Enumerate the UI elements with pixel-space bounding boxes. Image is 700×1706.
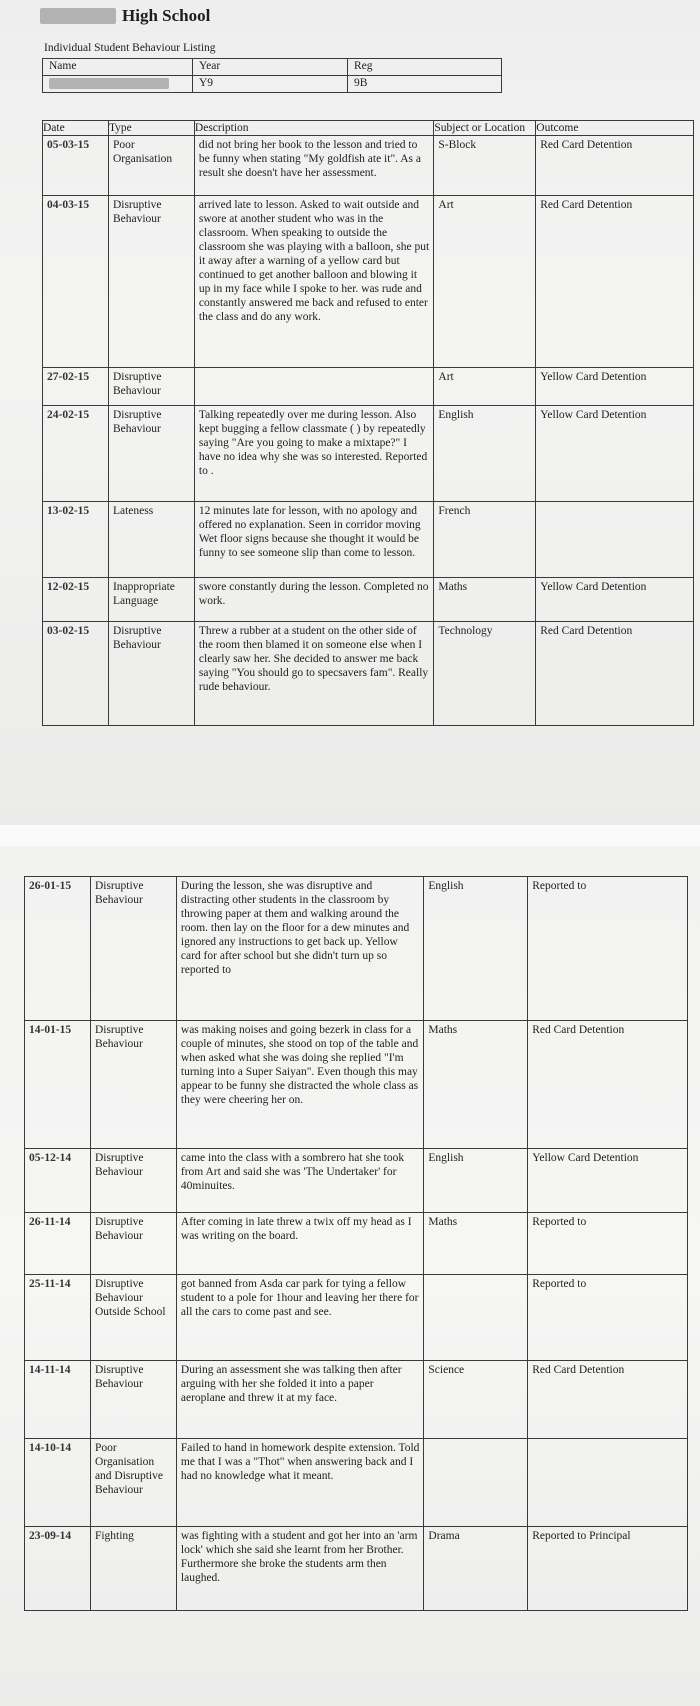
- reg-value-cell: 9B: [348, 76, 502, 93]
- behaviour-log-table-page-two: [24, 876, 688, 1611]
- subject-cell: Technology: [434, 622, 536, 726]
- year-label-cell: Year: [193, 59, 348, 76]
- subject-cell: Maths: [424, 1213, 528, 1275]
- school-name-text: High School: [122, 6, 211, 25]
- outcome-cell: [528, 1439, 688, 1527]
- outcome-cell: Yellow Card Detention: [528, 1149, 688, 1213]
- redacted-school-name: [40, 8, 116, 24]
- date-cell: 24-02-15: [43, 406, 109, 502]
- outcome-column-header: Outcome: [536, 121, 694, 136]
- outcome-cell: Red Card Detention: [536, 136, 694, 196]
- type-cell: Disruptive Behaviour: [90, 1361, 176, 1439]
- page-gap: [0, 825, 700, 846]
- subject-cell: Maths: [434, 578, 536, 622]
- reg-label-cell: Reg: [348, 59, 502, 76]
- subject-cell: Art: [434, 196, 536, 368]
- type-cell: Disruptive Behaviour: [90, 1213, 176, 1275]
- outcome-cell: Reported to: [528, 1275, 688, 1361]
- description-cell: After coming in late threw a twix off my head as I was writing on the board.: [176, 1213, 424, 1275]
- type-cell: Fighting: [90, 1527, 176, 1611]
- type-cell: Disruptive Behaviour: [90, 1149, 176, 1213]
- date-cell: 04-03-15: [43, 196, 109, 368]
- description-cell: During an assessment she was talking then after arguing with her she folded it into a paper aeroplane and threw it at my face.: [176, 1361, 424, 1439]
- subject-cell: S-Block: [434, 136, 536, 196]
- type-cell: Disruptive Behaviour: [90, 1021, 176, 1149]
- description-cell: was making noises and going bezerk in class for a couple of minutes, she stood on top of the table and when asked what she was doing she replied "I'm turning into a Super Saiyan". Even though this may appear to be funny she distracted the whole class as they were cheering her on.: [176, 1021, 424, 1149]
- subject-cell: [424, 1439, 528, 1527]
- description-cell: Failed to hand in homework despite extension. Told me that I was a "Thot" when answering back and I had no knowledge what it meant.: [176, 1439, 424, 1527]
- table-row: [43, 368, 694, 406]
- type-cell: Disruptive Behaviour: [108, 622, 194, 726]
- subject-cell: Maths: [424, 1021, 528, 1149]
- subject-cell: Science: [424, 1361, 528, 1439]
- date-cell: 14-10-14: [25, 1439, 91, 1527]
- year-value-cell: Y9: [193, 76, 348, 93]
- table-row: [43, 406, 694, 502]
- description-cell: arrived late to lesson. Asked to wait outside and swore at another student who was in the classroom. When speaking to outside the classroom she was playing with a balloon, she put it away after a warning of a yellow card but continued to get another balloon and blowing it up in my face while I spoke to her. was rude and constantly answered me back and refused to enter the class and do any work.: [194, 196, 433, 368]
- date-cell: 03-02-15: [43, 622, 109, 726]
- table-row: [25, 1021, 688, 1149]
- type-cell: Disruptive Behaviour: [108, 406, 194, 502]
- table-row: [43, 502, 694, 578]
- table-row: [25, 1149, 688, 1213]
- table-row: [25, 1275, 688, 1361]
- redacted-student-name: [49, 78, 169, 89]
- subject-cell: English: [424, 877, 528, 1021]
- page-two: [0, 846, 700, 1706]
- subject-cell: Art: [434, 368, 536, 406]
- listing-title: Individual Student Behaviour Listing: [44, 42, 216, 54]
- page-one-rows: [43, 136, 694, 726]
- description-cell: During the lesson, she was disruptive and distracting other students in the classroom by throwing paper at them and walking around the room. then lay on the floor for a dew minutes and ignored any instructions to get back up. Yellow card for after school but she didn't turn up so reported to: [176, 877, 424, 1021]
- date-cell: 05-03-15: [43, 136, 109, 196]
- type-column-header: Type: [108, 121, 194, 136]
- description-cell: got banned from Asda car park for tying a fellow student to a pole for 1hour and leaving her there for all the cars to come past and see.: [176, 1275, 424, 1361]
- description-cell: [194, 368, 433, 406]
- type-cell: Disruptive Behaviour Outside School: [90, 1275, 176, 1361]
- date-cell: 26-01-15: [25, 877, 91, 1021]
- type-cell: Lateness: [108, 502, 194, 578]
- page-two-rows: [25, 877, 688, 1611]
- date-cell: 14-01-15: [25, 1021, 91, 1149]
- table-row: [25, 1213, 688, 1275]
- subject-cell: English: [434, 406, 536, 502]
- subject-column-header: Subject or Location: [434, 121, 536, 136]
- subject-cell: [424, 1275, 528, 1361]
- outcome-cell: Yellow Card Detention: [536, 368, 694, 406]
- student-header-table: [42, 58, 502, 93]
- outcome-cell: Reported to: [528, 877, 688, 1021]
- date-cell: 05-12-14: [25, 1149, 91, 1213]
- description-cell: Threw a rubber at a student on the other side of the room then blamed it on someone else when I clearly saw her. She decided to answer me back saying "You should go to specsavers fam". Really rude behaviour.: [194, 622, 433, 726]
- outcome-cell: Red Card Detention: [528, 1021, 688, 1149]
- type-cell: Poor Organisation: [108, 136, 194, 196]
- table-row: [25, 1361, 688, 1439]
- date-cell: 27-02-15: [43, 368, 109, 406]
- type-cell: Disruptive Behaviour: [90, 877, 176, 1021]
- outcome-cell: [536, 502, 694, 578]
- type-cell: Poor Organisation and Disruptive Behaviour: [90, 1439, 176, 1527]
- description-column-header: Description: [194, 121, 433, 136]
- subject-cell: English: [424, 1149, 528, 1213]
- date-cell: 26-11-14: [25, 1213, 91, 1275]
- type-cell: Inappropriate Language: [108, 578, 194, 622]
- page-one: [0, 0, 700, 825]
- table-row: [43, 622, 694, 726]
- subject-cell: French: [434, 502, 536, 578]
- outcome-cell: Yellow Card Detention: [536, 406, 694, 502]
- outcome-cell: Reported to Principal: [528, 1527, 688, 1611]
- description-cell: Talking repeatedly over me during lesson. Also kept bugging a fellow classmate ( ) by repeatedly saying "Are you going to make a mixtape?" I have no idea why she was so interested. Reported to .: [194, 406, 433, 502]
- table-row: [25, 877, 688, 1021]
- description-cell: was fighting with a student and got her into an 'arm lock' which she said she learnt from her Brother. Furthermore she broke the students arm then laughed.: [176, 1527, 424, 1611]
- date-cell: 13-02-15: [43, 502, 109, 578]
- school-title: [40, 6, 210, 26]
- table-row: [25, 1439, 688, 1527]
- name-value-cell: [43, 76, 193, 93]
- behaviour-log-table-page-one: [42, 120, 694, 726]
- outcome-cell: Red Card Detention: [536, 622, 694, 726]
- table-row: [25, 1527, 688, 1611]
- description-cell: 12 minutes late for lesson, with no apology and offered no explanation. Seen in corridor moving Wet floor signs because she thought it would be funny to see someone slip than come to lesson.: [194, 502, 433, 578]
- outcome-cell: Red Card Detention: [528, 1361, 688, 1439]
- table-row: [43, 196, 694, 368]
- outcome-cell: Red Card Detention: [536, 196, 694, 368]
- date-column-header: Date: [43, 121, 109, 136]
- date-cell: 14-11-14: [25, 1361, 91, 1439]
- date-cell: 23-09-14: [25, 1527, 91, 1611]
- subject-cell: Drama: [424, 1527, 528, 1611]
- table-row: [43, 136, 694, 196]
- outcome-cell: Yellow Card Detention: [536, 578, 694, 622]
- description-cell: did not bring her book to the lesson and tried to be funny when stating "My goldfish ate it". As a result she doesn't have her assessment.: [194, 136, 433, 196]
- description-cell: swore constantly during the lesson. Completed no work.: [194, 578, 433, 622]
- outcome-cell: Reported to: [528, 1213, 688, 1275]
- date-cell: 25-11-14: [25, 1275, 91, 1361]
- name-label-cell: Name: [43, 59, 193, 76]
- type-cell: Disruptive Behaviour: [108, 368, 194, 406]
- table-row: [43, 578, 694, 622]
- type-cell: Disruptive Behaviour: [108, 196, 194, 368]
- date-cell: 12-02-15: [43, 578, 109, 622]
- description-cell: came into the class with a sombrero hat she took from Art and said she was 'The Undertaker' for 40minuites.: [176, 1149, 424, 1213]
